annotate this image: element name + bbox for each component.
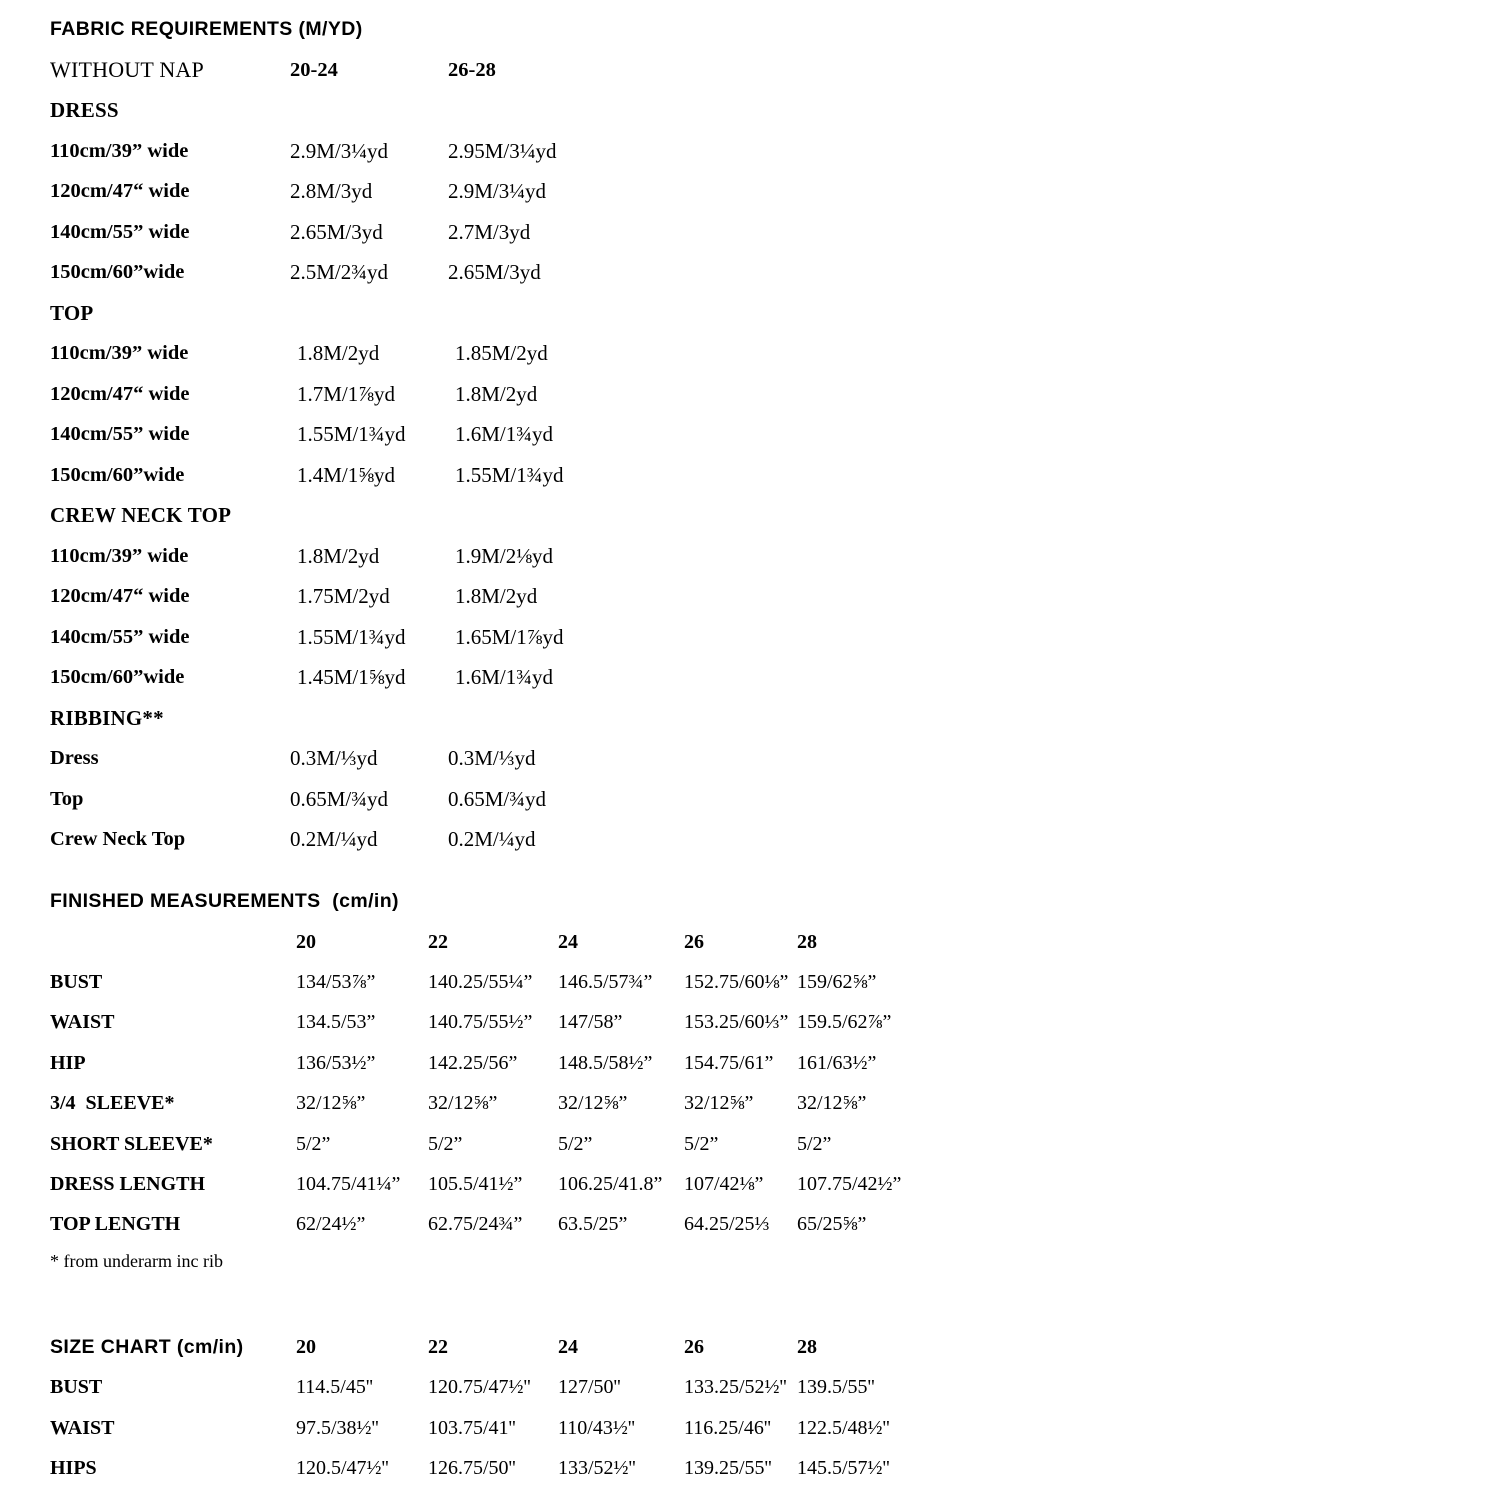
fabric-section-title-ribbing: RIBBING** bbox=[50, 705, 164, 730]
fabric-value: 2.5M/2¾yd bbox=[290, 260, 389, 285]
fabric-value: 0.2M/¼yd bbox=[290, 827, 378, 852]
fabric-value: 2.95M/3¼yd bbox=[448, 138, 557, 163]
width-label: 150cm/60”wide bbox=[50, 463, 185, 486]
measurement-value: 133/52½'' bbox=[558, 1456, 636, 1479]
fabric-value: 1.45M/1⅝yd bbox=[297, 665, 406, 690]
measurement-value: 5/2” bbox=[684, 1132, 719, 1155]
fabric-value: 2.65M/3yd bbox=[448, 260, 541, 285]
garment-label: Crew Neck Top bbox=[50, 828, 186, 851]
measurement-value: 116.25/46'' bbox=[684, 1416, 772, 1439]
measurement-value: 140.75/55½” bbox=[428, 1011, 533, 1034]
finished-row-waist bbox=[50, 1003, 1500, 1043]
measurement-value: 62.75/24¾” bbox=[428, 1213, 523, 1236]
measurement-value: 32/12⅝” bbox=[428, 1092, 498, 1115]
measurement-value: 146.5/57¾” bbox=[558, 971, 653, 994]
fabric-value: 1.6M/1¾yd bbox=[455, 422, 554, 447]
fabric-value: 1.75M/2yd bbox=[297, 584, 390, 609]
measurement-value: 114.5/45'' bbox=[296, 1376, 374, 1399]
width-label: 110cm/39” wide bbox=[50, 544, 189, 567]
fabric-value: 1.8M/2yd bbox=[297, 341, 380, 366]
fabric-value: 2.65M/3yd bbox=[290, 219, 383, 244]
fabric-row bbox=[50, 131, 1500, 172]
measurement-value: 32/12⅝” bbox=[296, 1092, 366, 1115]
fabric-row bbox=[50, 617, 1500, 658]
measurement-value: 65/25⅝” bbox=[797, 1213, 867, 1236]
size-range-20-24: 20-24 bbox=[290, 58, 338, 81]
fabric-row bbox=[50, 212, 1500, 253]
fabric-header-row bbox=[50, 50, 1500, 91]
measurement-label: SHORT SLEEVE* bbox=[50, 1132, 213, 1155]
finished-row-hip bbox=[50, 1043, 1500, 1083]
fabric-row bbox=[50, 820, 1500, 861]
size-chart-row-hips bbox=[50, 1448, 1500, 1488]
width-label: 140cm/55” wide bbox=[50, 423, 190, 446]
measurement-value: 120.5/47½'' bbox=[296, 1456, 389, 1479]
finished-row-short-sleeve bbox=[50, 1124, 1500, 1164]
size-header-28: 28 bbox=[797, 930, 817, 953]
measurement-label: WAIST bbox=[50, 1416, 115, 1439]
size-range-26-28: 26-28 bbox=[448, 58, 496, 81]
measurement-value: 147/58” bbox=[558, 1011, 623, 1034]
width-label: 110cm/39” wide bbox=[50, 342, 189, 365]
width-label: 140cm/55” wide bbox=[50, 625, 190, 648]
measurement-value: 148.5/58½” bbox=[558, 1051, 653, 1074]
finished-row-three-quarter-sleeve bbox=[50, 1084, 1500, 1124]
size-header-20: 20 bbox=[296, 1335, 316, 1358]
fabric-row bbox=[50, 253, 1500, 294]
fabric-value: 0.65M/¾yd bbox=[448, 786, 547, 811]
size-chart-title: SIZE CHART (cm/in) bbox=[50, 1336, 244, 1359]
width-label: 120cm/47“ wide bbox=[50, 382, 190, 405]
fabric-value: 1.6M/1¾yd bbox=[455, 665, 554, 690]
measurement-label: WAIST bbox=[50, 1011, 115, 1034]
fabric-row bbox=[50, 374, 1500, 415]
measurement-value: 127/50'' bbox=[558, 1376, 621, 1399]
fabric-value: 2.9M/3¼yd bbox=[448, 179, 547, 204]
size-header-24: 24 bbox=[558, 1335, 578, 1358]
size-header-22: 22 bbox=[428, 1335, 448, 1358]
fabric-value: 0.2M/¼yd bbox=[448, 827, 536, 852]
fabric-value: 1.8M/2yd bbox=[455, 584, 538, 609]
measurement-value: 120.75/47½'' bbox=[428, 1376, 531, 1399]
measurement-label: HIPS bbox=[50, 1456, 97, 1479]
fabric-value: 0.65M/¾yd bbox=[290, 786, 389, 811]
measurement-value: 62/24½” bbox=[296, 1213, 366, 1236]
fabric-value: 2.9M/3¼yd bbox=[290, 138, 389, 163]
fabric-requirements-title: FABRIC REQUIREMENTS (M/YD) bbox=[50, 18, 363, 40]
fabric-value: 2.7M/3yd bbox=[448, 219, 531, 244]
measurement-value: 139.5/55'' bbox=[797, 1376, 875, 1399]
size-header-20: 20 bbox=[296, 930, 316, 953]
measurement-value: 5/2” bbox=[296, 1132, 331, 1155]
fabric-value: 1.4M/1⅝yd bbox=[297, 462, 396, 487]
measurement-value: 106.25/41.8” bbox=[558, 1173, 663, 1196]
measurement-value: 107/42⅛” bbox=[684, 1173, 764, 1196]
measurement-value: 122.5/48½'' bbox=[797, 1416, 890, 1439]
underarm-footnote: * from underarm inc rib bbox=[50, 1251, 223, 1272]
fabric-row bbox=[50, 415, 1500, 456]
measurement-value: 107.75/42½” bbox=[797, 1173, 902, 1196]
measurement-value: 134.5/53” bbox=[296, 1011, 376, 1034]
measurement-value: 161/63½” bbox=[797, 1051, 877, 1074]
size-header-24: 24 bbox=[558, 930, 578, 953]
fabric-section-title-crew-neck-top: CREW NECK TOP bbox=[50, 503, 232, 528]
fabric-value: 2.8M/3yd bbox=[290, 179, 373, 204]
measurement-value: 32/12⅝” bbox=[797, 1092, 867, 1115]
measurement-value: 126.75/50'' bbox=[428, 1456, 516, 1479]
size-chart-row-waist bbox=[50, 1408, 1500, 1448]
measurement-value: 133.25/52½'' bbox=[684, 1376, 787, 1399]
width-label: 150cm/60”wide bbox=[50, 666, 185, 689]
measurement-value: 103.75/41'' bbox=[428, 1416, 516, 1439]
size-header-22: 22 bbox=[428, 930, 448, 953]
measurement-value: 142.25/56” bbox=[428, 1051, 518, 1074]
size-header-26: 26 bbox=[684, 1335, 704, 1358]
size-header-26: 26 bbox=[684, 930, 704, 953]
measurement-value: 105.5/41½” bbox=[428, 1173, 523, 1196]
measurement-value: 159.5/62⅞” bbox=[797, 1011, 892, 1034]
garment-label: Dress bbox=[50, 747, 99, 770]
fabric-row bbox=[50, 334, 1500, 375]
width-label: 110cm/39” wide bbox=[50, 139, 189, 162]
fabric-row bbox=[50, 779, 1500, 820]
width-label: 120cm/47“ wide bbox=[50, 180, 190, 203]
finished-row-top-length bbox=[50, 1205, 1500, 1245]
width-label: 140cm/55” wide bbox=[50, 220, 190, 243]
garment-label: Top bbox=[50, 787, 84, 810]
fabric-value: 1.55M/1¾yd bbox=[297, 624, 406, 649]
fabric-row bbox=[50, 455, 1500, 496]
measurement-value: 5/2” bbox=[428, 1132, 463, 1155]
fabric-value: 1.65M/1⅞yd bbox=[455, 624, 564, 649]
size-chart-section bbox=[50, 1327, 1500, 1489]
fabric-value: 1.9M/2⅛yd bbox=[455, 543, 554, 568]
measurement-label: DRESS LENGTH bbox=[50, 1173, 206, 1196]
measurement-value: 159/62⅝” bbox=[797, 971, 877, 994]
measurement-value: 145.5/57½'' bbox=[797, 1456, 890, 1479]
fabric-row bbox=[50, 577, 1500, 618]
finished-measurements-section bbox=[50, 888, 1500, 1272]
fabric-value: 1.8M/2yd bbox=[297, 543, 380, 568]
measurement-value: 32/12⅝” bbox=[558, 1092, 628, 1115]
without-nap-label: WITHOUT NAP bbox=[50, 57, 204, 83]
measurement-value: 134/53⅞” bbox=[296, 971, 376, 994]
measurement-value: 104.75/41¼” bbox=[296, 1173, 401, 1196]
size-chart-row-bust bbox=[50, 1368, 1500, 1408]
measurement-label: 3/4 SLEEVE* bbox=[50, 1092, 175, 1115]
finished-measurements-title: FINISHED MEASUREMENTS (cm/in) bbox=[50, 890, 399, 912]
finished-sizes-header-row bbox=[50, 922, 1500, 962]
fabric-value: 1.8M/2yd bbox=[455, 381, 538, 406]
measurement-value: 139.25/55'' bbox=[684, 1456, 772, 1479]
fabric-value: 1.55M/1¾yd bbox=[455, 462, 564, 487]
finished-row-bust bbox=[50, 962, 1500, 1002]
measurement-value: 136/53½” bbox=[296, 1051, 376, 1074]
fabric-requirements-table bbox=[50, 50, 1500, 860]
fabric-value: 0.3M/⅓yd bbox=[448, 746, 536, 771]
finished-row-dress-length bbox=[50, 1164, 1500, 1204]
fabric-section-title-top: TOP bbox=[50, 300, 94, 325]
measurement-value: 32/12⅝” bbox=[684, 1092, 754, 1115]
width-label: 120cm/47“ wide bbox=[50, 585, 190, 608]
width-label: 150cm/60”wide bbox=[50, 261, 185, 284]
measurement-label: BUST bbox=[50, 1376, 103, 1399]
measurement-value: 110/43½'' bbox=[558, 1416, 636, 1439]
measurement-label: BUST bbox=[50, 971, 103, 994]
measurement-value: 5/2” bbox=[558, 1132, 593, 1155]
size-header-28: 28 bbox=[797, 1335, 817, 1358]
measurement-value: 63.5/25” bbox=[558, 1213, 628, 1236]
measurement-value: 152.75/60⅛” bbox=[684, 971, 789, 994]
size-chart-header-row bbox=[50, 1327, 1500, 1367]
measurement-value: 140.25/55¼” bbox=[428, 971, 533, 994]
measurement-value: 154.75/61” bbox=[684, 1051, 774, 1074]
fabric-value: 1.55M/1¾yd bbox=[297, 422, 406, 447]
measurement-value: 97.5/38½'' bbox=[296, 1416, 379, 1439]
fabric-value: 0.3M/⅓yd bbox=[290, 746, 378, 771]
fabric-row bbox=[50, 739, 1500, 780]
measurement-label: HIP bbox=[50, 1051, 86, 1074]
measurement-value: 153.25/60⅓” bbox=[684, 1011, 789, 1034]
fabric-row bbox=[50, 172, 1500, 213]
fabric-row bbox=[50, 536, 1500, 577]
measurement-value: 64.25/25⅓ bbox=[684, 1213, 770, 1236]
measurement-value: 5/2” bbox=[797, 1132, 832, 1155]
fabric-value: 1.85M/2yd bbox=[455, 341, 548, 366]
measurement-label: TOP LENGTH bbox=[50, 1213, 181, 1236]
fabric-section-title-dress: DRESS bbox=[50, 98, 119, 123]
fabric-row bbox=[50, 658, 1500, 699]
fabric-value: 1.7M/1⅞yd bbox=[297, 381, 396, 406]
